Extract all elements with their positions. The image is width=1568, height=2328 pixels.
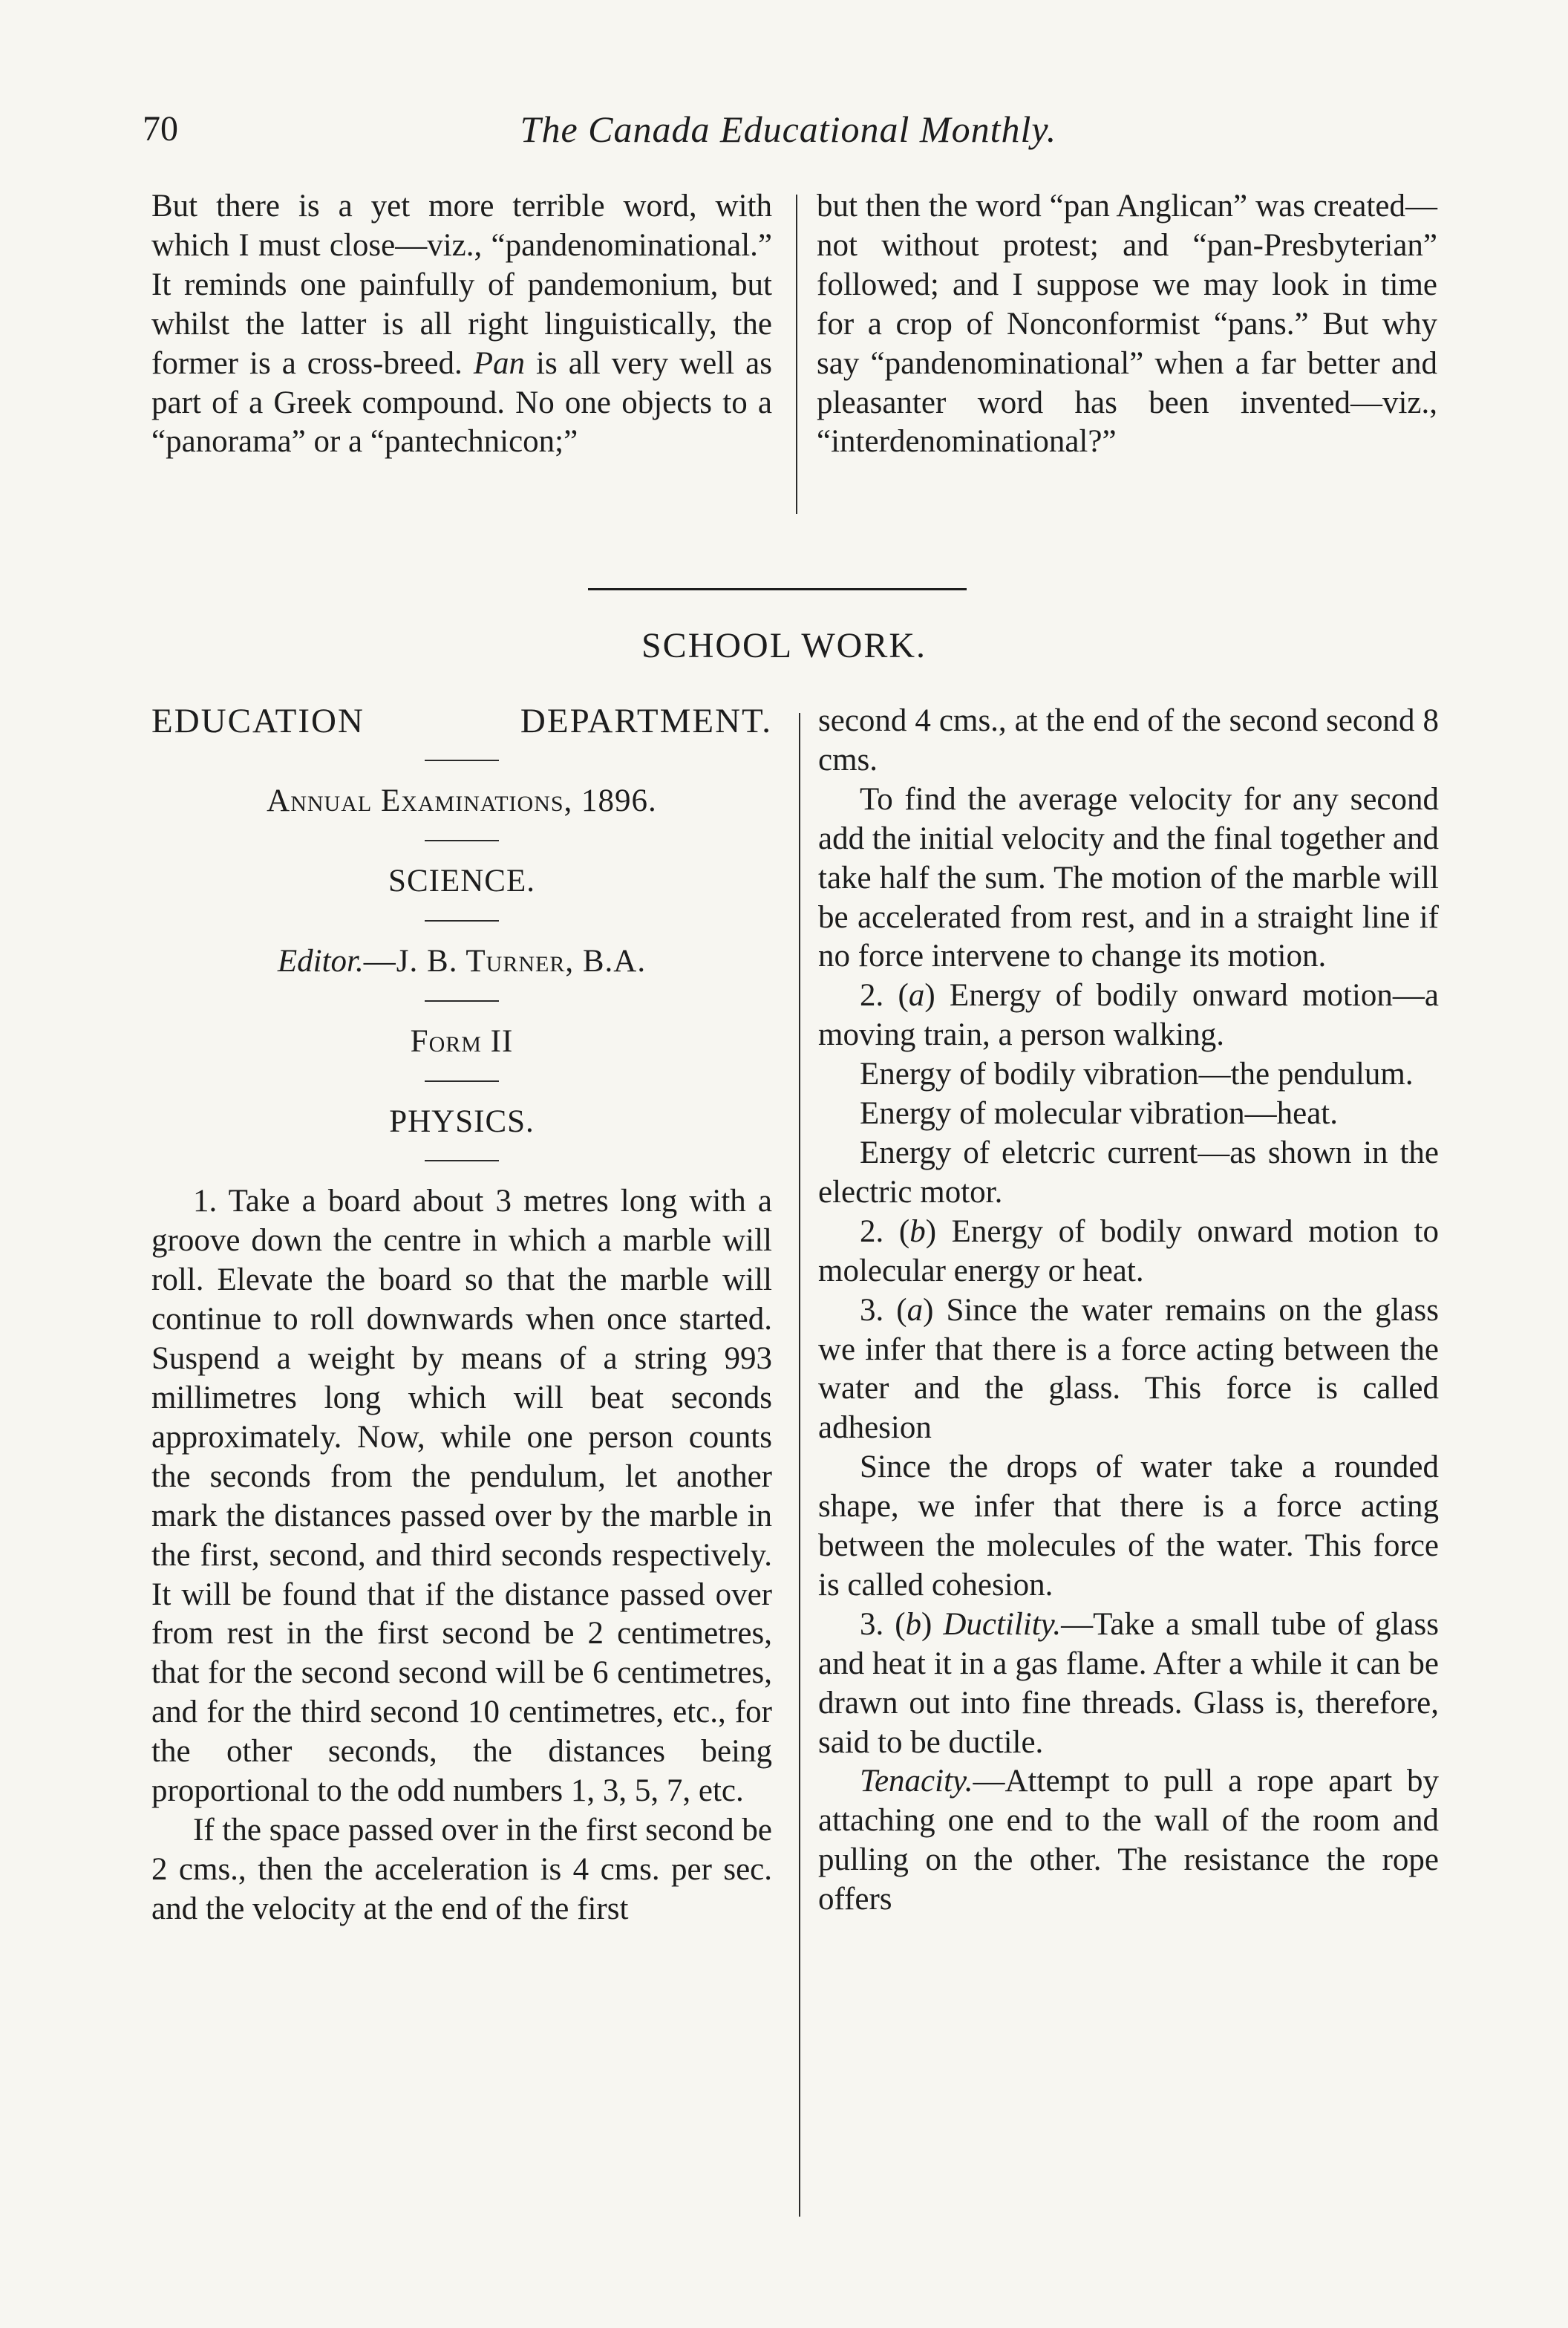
energy-vibration-paragraph: Energy of bodily vibration—the pendulum. — [860, 1057, 1414, 1092]
department-word-1: EDUCATION — [151, 702, 365, 740]
answer-3a-letter: a — [906, 1292, 924, 1328]
answer-2a-text: ) Energy of bodily onward motion—a moving train, a person walking. — [818, 978, 1439, 1053]
section-divider-rule — [588, 588, 967, 590]
physics-heading: PHYSICS. — [389, 1103, 535, 1139]
answer-2a — [818, 976, 1439, 1055]
answer-3b-letter: b — [905, 1606, 922, 1642]
science-heading: SCIENCE. — [388, 863, 535, 899]
bottom-left-column — [151, 702, 772, 1929]
tenacity-paragraph — [818, 1762, 1439, 1920]
answer-3a — [818, 1291, 1439, 1449]
cohesion-paragraph: Since the drops of water take a rounded shape, we infer that there is a force acting between the molecules of the water. This force is called cohesion. — [818, 1450, 1439, 1602]
dash-divider — [425, 840, 499, 841]
column-divider-bottom — [799, 713, 800, 2217]
question-1-paragraph: 1. Take a board about 3 metres long with a groove down the centre in which a marble will roll. Elevate the board so that the marble will continue to roll downwards when once started. Suspend a weight by means of a string 993 millimetres long which will beat seconds approximately. Now, while one person counts the seconds from the pendulum, let another mark the distances passed over by the marble in the first, second, and third seconds respectively. It will be found that if the distance passed over from rest in the first second be 2 centimetres, that for the second second will be 6 centimetres, and for the third second 10 centimetres, etc., for the other seconds, the distances being proportional to the odd numbers 1, 3, 5, 7, etc. — [151, 1184, 772, 1809]
editor-label: Editor. — [277, 943, 364, 979]
answer-3b — [818, 1605, 1439, 1763]
question-1-continuation: If the space passed over in the first second be 2 cms., then the acceleration is 4 cms. per sec. and the velocity at the end of the first — [151, 1812, 772, 1926]
section-heading: SCHOOL WORK. — [641, 626, 927, 665]
answer-2b-text: ) Energy of bodily onward motion to molecular energy or heat. — [818, 1213, 1440, 1288]
answer-2a-letter: a — [908, 978, 925, 1014]
column-divider-top — [796, 195, 797, 514]
form-heading: Form II — [410, 1023, 514, 1059]
pan-italic: Pan — [473, 345, 526, 381]
top-right-column — [817, 187, 1437, 462]
page-number: 70 — [143, 109, 178, 149]
top-left-text-2: is all very well as part of a Greek compound. No one objects to a “panorama” or a “pantechnicon;” — [151, 345, 772, 460]
answer-2b — [818, 1213, 1439, 1291]
page-header — [143, 107, 1434, 154]
answer-2b-letter: b — [909, 1213, 926, 1249]
top-right-paragraph: but then the word “pan Anglican” was created—not without protest; and “pan-Presbyterian” followed; and I suppose we may look in time for a crop of Nonconformist “pans.” But why say “pandenominational” when a far better and pleasanter word has been invented—viz., “interdenominational?” — [817, 189, 1437, 460]
top-left-paragraph — [151, 187, 772, 462]
energy-electric-paragraph: Energy of eletcric current—as shown in the electric motor. — [818, 1135, 1439, 1210]
answer-3a-text: ) Since the water remains on the glass we infer that there is a force acting between the water and the glass. This force is called adhesion — [818, 1292, 1439, 1446]
ductility-term: Ductility. — [943, 1606, 1062, 1642]
running-title: The Canada Educational Monthly. — [520, 108, 1057, 150]
tenacity-text: —Attempt to pull a rope apart by attaching one end to the wall of the room and pulling on the other. The resistance the rope offers — [818, 1764, 1439, 1917]
answer-paragraph-1: second 4 cms., at the end of the second second 8 cms. — [818, 703, 1439, 777]
dash-divider — [425, 920, 499, 922]
answer-2b-num: 2. ( — [860, 1213, 910, 1249]
answer-3b-mid: ) — [921, 1606, 944, 1642]
department-heading — [151, 702, 772, 741]
answer-2a-num: 2. ( — [860, 978, 909, 1014]
editor-line — [151, 942, 772, 982]
top-left-column — [151, 187, 772, 462]
dash-divider — [425, 1000, 499, 1002]
dash-divider — [425, 1160, 499, 1161]
answer-3a-num: 3. ( — [860, 1292, 907, 1328]
dash-divider — [425, 760, 499, 761]
answer-paragraph-2: To find the average velocity for any second add the initial velocity and the final together and take half the sum. The motion of the marble will be accelerated from rest, and in a straight line if no force intervene to change its motion. — [818, 781, 1439, 974]
department-word-2: DEPARTMENT. — [520, 702, 772, 740]
energy-molecular-paragraph: Energy of molecular vibration—heat. — [860, 1096, 1338, 1132]
answer-3b-text: —Take a small tube of glass and heat it in a gas flame. After a while it can be drawn out into fine threads. Glass is, therefore, said to be ductile. — [818, 1606, 1439, 1760]
dash-divider — [425, 1080, 499, 1082]
tenacity-term: Tenacity. — [860, 1764, 973, 1799]
bottom-right-column — [818, 702, 1439, 1920]
editor-name: —J. B. Turner, B.A. — [363, 943, 647, 979]
top-left-text-1: But there is a yet more terrible word, with which I must close—viz., “pandenominational.” It reminds one painfully of pandemonium, but whilst the latter is all right linguistically, the former is a cross-breed. — [151, 189, 772, 381]
annual-examinations-heading: Annual Examinations, 1896. — [267, 783, 657, 818]
answer-3b-num: 3. ( — [860, 1606, 906, 1642]
